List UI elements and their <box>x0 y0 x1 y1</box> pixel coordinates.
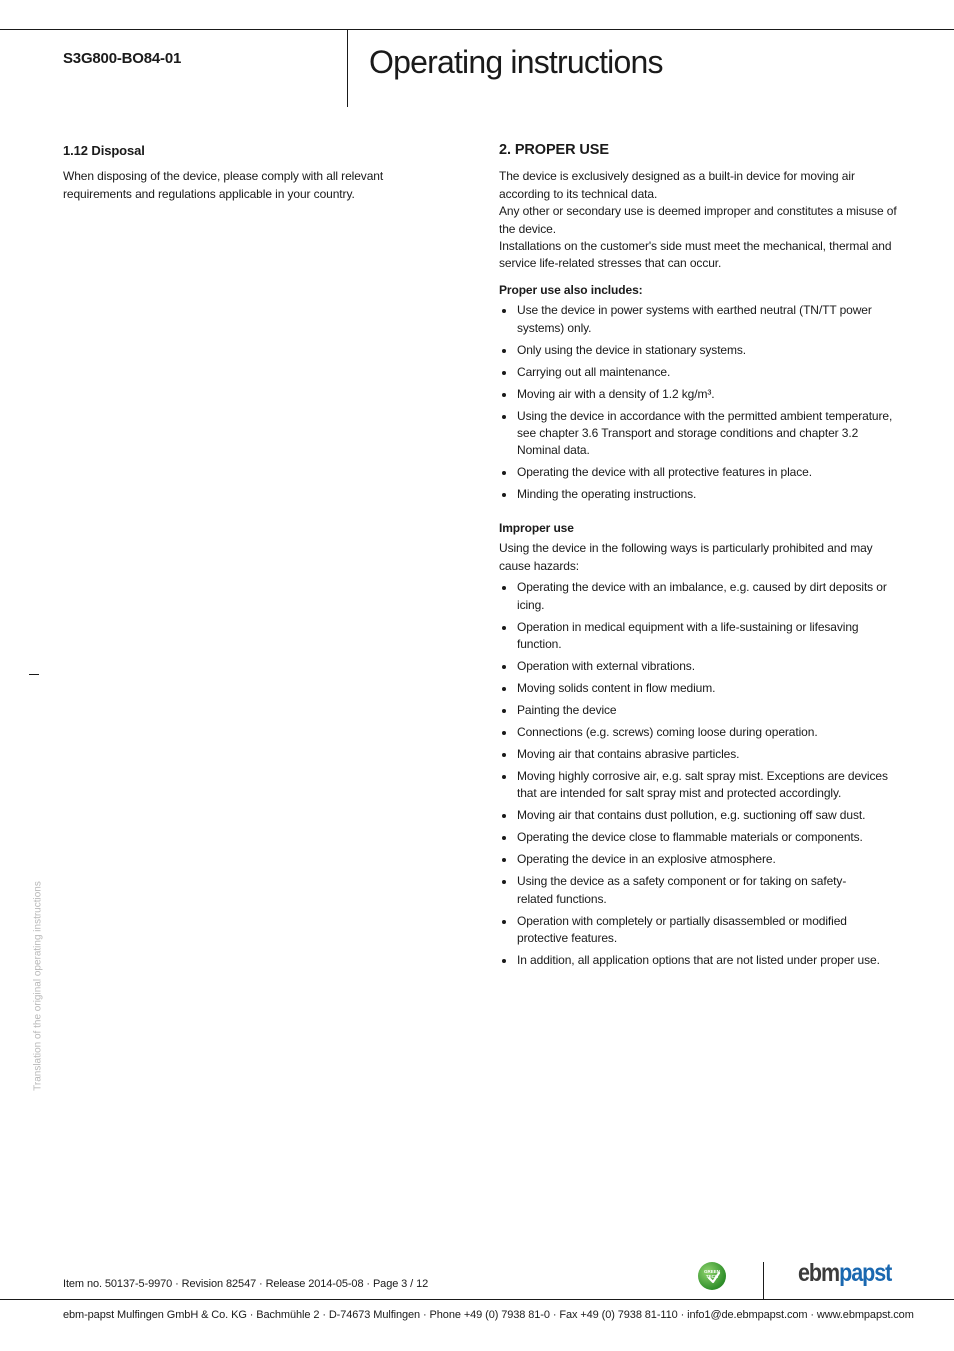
list-item: Operation with external vibrations. <box>499 658 899 675</box>
checkmark-icon <box>707 1270 721 1284</box>
list-item: Operating the device with all protective features in place. <box>499 464 899 481</box>
disposal-heading: 1.12 Disposal <box>63 143 145 158</box>
proper-use-list <box>499 302 899 504</box>
list-item: Using the device in accordance with the permitted ambient temperature, see chapter 3.6 Transport and storage conditions and chapter 3.2 Nominal data. <box>499 408 899 460</box>
list-item: Operating the device close to flammable materials or components. <box>499 829 899 846</box>
list-item: In addition, all application options that are not listed under proper use. <box>499 952 899 969</box>
list-item: Connections (e.g. screws) coming loose during operation. <box>499 724 899 741</box>
page-title: Operating instructions <box>369 44 663 80</box>
footer-address: ebm-papst Mulfingen GmbH & Co. KG · Bachmühle 2 · D-74673 Mulfingen · Phone +49 (0) 7938 81-0 · Fax +49 (0) 7938 81-110 · info1@de.ebmpapst.com · www.ebmpapst.com <box>63 1309 914 1321</box>
proper-use-intro-3: Installations on the customer's side must meet the mechanical, thermal and service life-related stresses that can occur. <box>499 239 892 271</box>
right-column <box>499 142 899 974</box>
list-item: Moving air that contains abrasive particles. <box>499 746 899 763</box>
list-item: Operating the device in an explosive atmosphere. <box>499 851 899 868</box>
item-info: Item no. 50137-5-9970 · Revision 82547 · Release 2014-05-08 · Page 3 / 12 <box>63 1278 429 1290</box>
list-item: Using the device as a safety component or for taking on safety-related functions. <box>499 873 869 908</box>
left-column <box>63 142 403 203</box>
list-item: Painting the device <box>499 702 899 719</box>
list-item: Minding the operating instructions. <box>499 486 899 503</box>
ebmpapst-logo: ebmpapst <box>798 1259 892 1287</box>
model-number: S3G800-BO84-01 <box>63 50 182 67</box>
list-item: Use the device in power systems with earthed neutral (TN/TT power systems) only. <box>499 302 899 337</box>
list-item: Moving solids content in flow medium. <box>499 680 899 697</box>
badge-text: GREEN TECH <box>703 1269 720 1279</box>
side-note: Translation of the original operating instructions <box>32 881 44 1091</box>
list-item: Operation with completely or partially disassembled or modified protective features. <box>499 913 879 948</box>
proper-use-intro-2: Any other or secondary use is deemed improper and constitutes a misuse of the device. <box>499 204 897 236</box>
improper-use-list <box>499 579 899 969</box>
footer-logo-divider <box>763 1262 764 1299</box>
footer-rule <box>0 1299 954 1300</box>
proper-use-includes-heading: Proper use also includes: <box>499 282 643 297</box>
list-item: Moving highly corrosive air, e.g. salt spray mist. Exceptions are devices that are intended for salt spray mist and protected accordingly. <box>499 768 909 803</box>
improper-use-intro: Using the device in the following ways is particularly prohibited and may cause hazards: <box>499 541 873 573</box>
list-item: Only using the device in stationary systems. <box>499 342 899 359</box>
list-item: Operation in medical equipment with a life-sustaining or lifesaving function. <box>499 619 899 654</box>
margin-tick <box>29 674 39 675</box>
proper-use-intro-1: The device is exclusively designed as a built-in device for moving air according to its technical data. <box>499 169 855 201</box>
proper-use-heading: 2. PROPER USE <box>499 142 609 158</box>
improper-use-heading: Improper use <box>499 520 574 535</box>
list-item: Carrying out all maintenance. <box>499 364 899 381</box>
disposal-text: When disposing of the device, please comply with all relevant requirements and regulations applicable in your country. <box>63 169 384 201</box>
header-divider <box>347 29 348 107</box>
list-item: Operating the device with an imbalance, e.g. caused by dirt deposits or icing. <box>499 579 899 614</box>
list-item: Moving air with a density of 1.2 kg/m³. <box>499 386 899 403</box>
greentech-badge <box>698 1262 726 1290</box>
list-item: Moving air that contains dust pollution, e.g. suctioning off saw dust. <box>499 807 899 824</box>
header-top-rule <box>0 29 954 30</box>
